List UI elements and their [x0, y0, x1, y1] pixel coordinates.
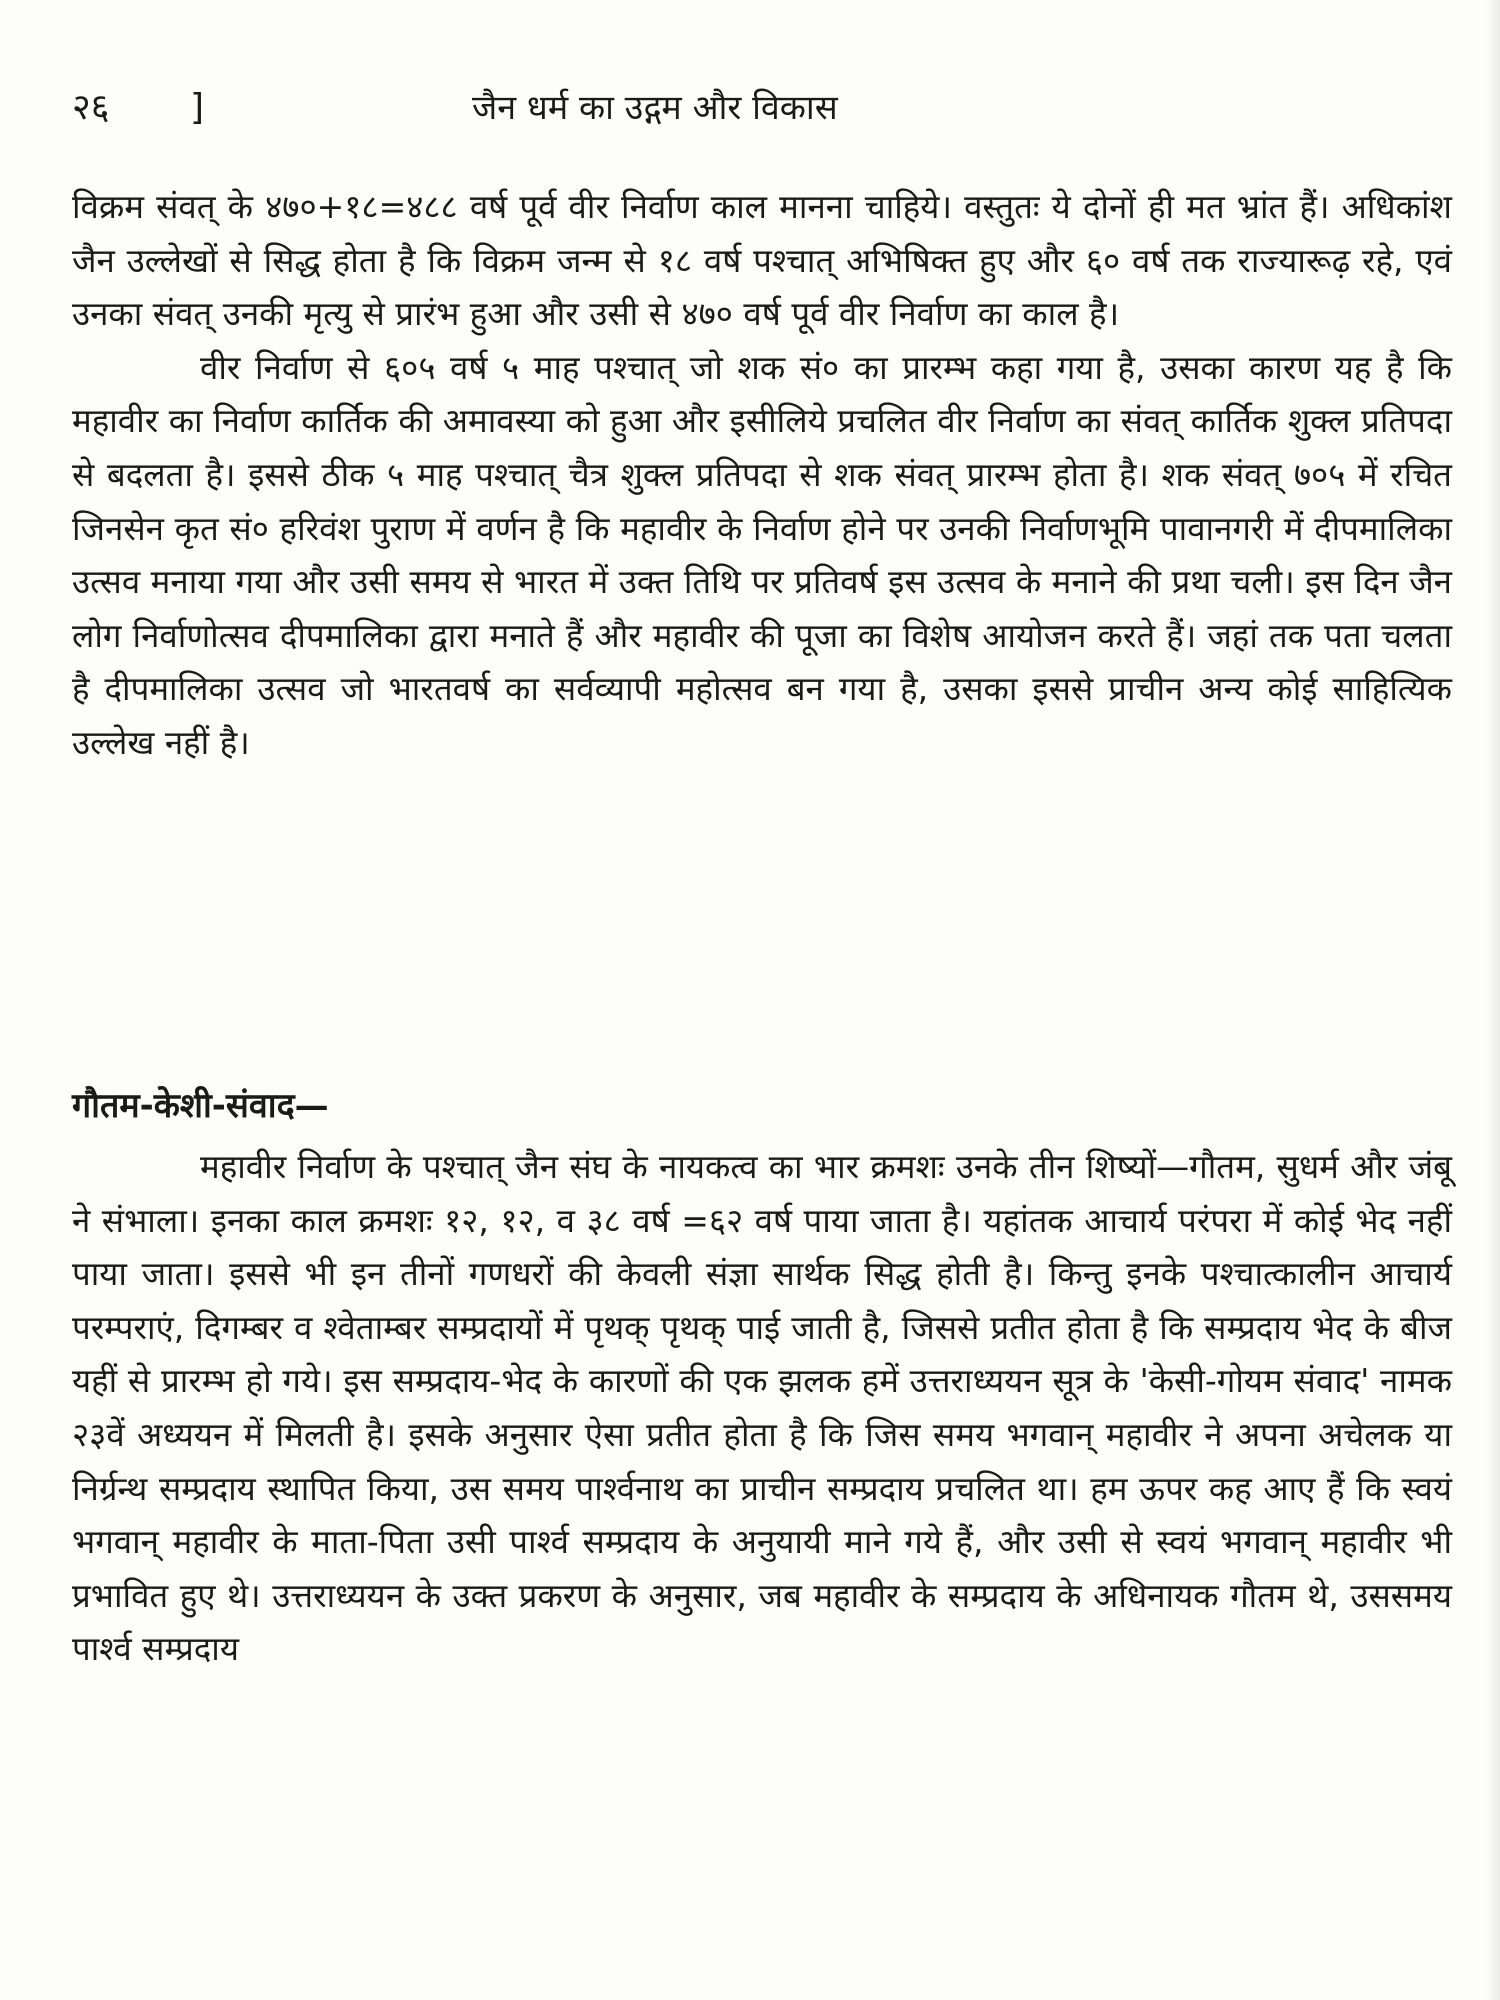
paragraph-continued: विक्रम संवत् के ४७०+१८=४८८ वर्ष पूर्व वीर निर्वाण काल मानना चाहिये। वस्तुतः ये दोनों ही मत भ्रांत हैं। अधिकांश जैन उल्लेखों से सिद्ध होता है कि विक्रम जन्म से १८ वर्ष पश्चात् अभिषिक्त हुए और ६० वर्ष तक राज्यारूढ़ रहे, एवं उनका संवत् उनकी मृत्यु से प्रारंभ हुआ और उसी से ४७० वर्ष पूर्व वीर निर्वाण का काल है।: [72, 187, 1452, 334]
book-title: जैन धर्म का उद्गम और विकास: [472, 88, 838, 128]
paragraph-nirvana-era: वीर निर्वाण से ६०५ वर्ष ५ माह पश्चात् जो शक सं० का प्रारम्भ कहा गया है, उसका कारण यह है कि महावीर का निर्वाण कार्तिक की अमावस्या को हुआ और इसीलिये प्रचलित वीर निर्वाण का संवत् कार्तिक शुक्ल प्रतिपदा से बदलता है। इससे ठीक ५ माह पश्चात् चैत्र शुक्ल प्रतिपदा से शक संवत् प्रारम्भ होता है। शक संवत् ७०५ में रचित जिनसेन कृत सं० हरिवंश पुराण में वर्णन है कि महावीर के निर्वाण होने पर उनकी निर्वाणभूमि पावानगरी में दीपमालिका उत्सव मनाया गया और उसी समय से भारत में उक्त तिथि पर प्रतिवर्ष इस उत्सव के मनाने की प्रथा चली। इस दिन जैन लोग निर्वाणोत्सव दीपमालिका द्वारा मनाते हैं और महावीर की पूजा का विशेष आयोजन करते हैं। जहां तक पता चलता है दीपमालिका उत्सव जो भारतवर्ष का सर्वव्यापी महोत्सव बन गया है, उसका इससे प्राचीन अन्य कोई साहित्यिक उल्लेख नहीं है।: [72, 347, 1452, 762]
body-text-top: [72, 180, 1452, 770]
paragraph-gautam-keshi: महावीर निर्वाण के पश्चात् जैन संघ के नायकत्व का भार क्रमशः उनके तीन शिष्यों—गौतम, सुधर्म और जंबू ने संभाला। इनका काल क्रमशः १२, १२, व ३८ वर्ष =६२ वर्ष पाया जाता है। यहांतक आचार्य परंपरा में कोई भेद नहीं पाया जाता। इससे भी इन तीनों गणधरों की केवली संज्ञा सार्थक सिद्ध होती है। किन्तु इनके पश्चात्कालीन आचार्य परम्पराएं, दिगम्बर व श्वेताम्बर सम्प्रदायों में पृथक् पृथक् पाई जाती है, जिससे प्रतीत होता है कि सम्प्रदाय भेद के बीज यहीं से प्रारम्भ हो गये। इस सम्प्रदाय-भेद के कारणों की एक झलक हमें उत्तराध्ययन सूत्र के 'केसी-गोयम संवाद' नामक २३वें अध्ययन में मिलती है। इसके अनुसार ऐसा प्रतीत होता है कि जिस समय भगवान् महावीर ने अपना अचेलक या निर्ग्रन्थ सम्प्रदाय स्थापित किया, उस समय पार्श्वनाथ का प्राचीन सम्प्रदाय प्रचलित था। हम ऊपर कह आए हैं कि स्वयं भगवान् महावीर के माता-पिता उसी पार्श्व सम्प्रदाय के अनुयायी माने गये हैं, और उसी से स्वयं भगवान् महावीर भी प्रभावित हुए थे। उत्तराध्ययन के उक्त प्रकरण के अनुसार, जब महावीर के सम्प्रदाय के अधिनायक गौतम थे, उससमय पार्श्व सम्प्रदाय: [72, 1147, 1452, 1669]
body-text-section: [72, 1140, 1452, 1676]
page-edge-shadow: [1486, 0, 1500, 2000]
section-heading: गौतम-केशी-संवाद—: [72, 1086, 329, 1126]
header-bracket: ]: [190, 87, 205, 128]
page-number: २६: [72, 87, 110, 128]
running-head: [72, 88, 1452, 128]
